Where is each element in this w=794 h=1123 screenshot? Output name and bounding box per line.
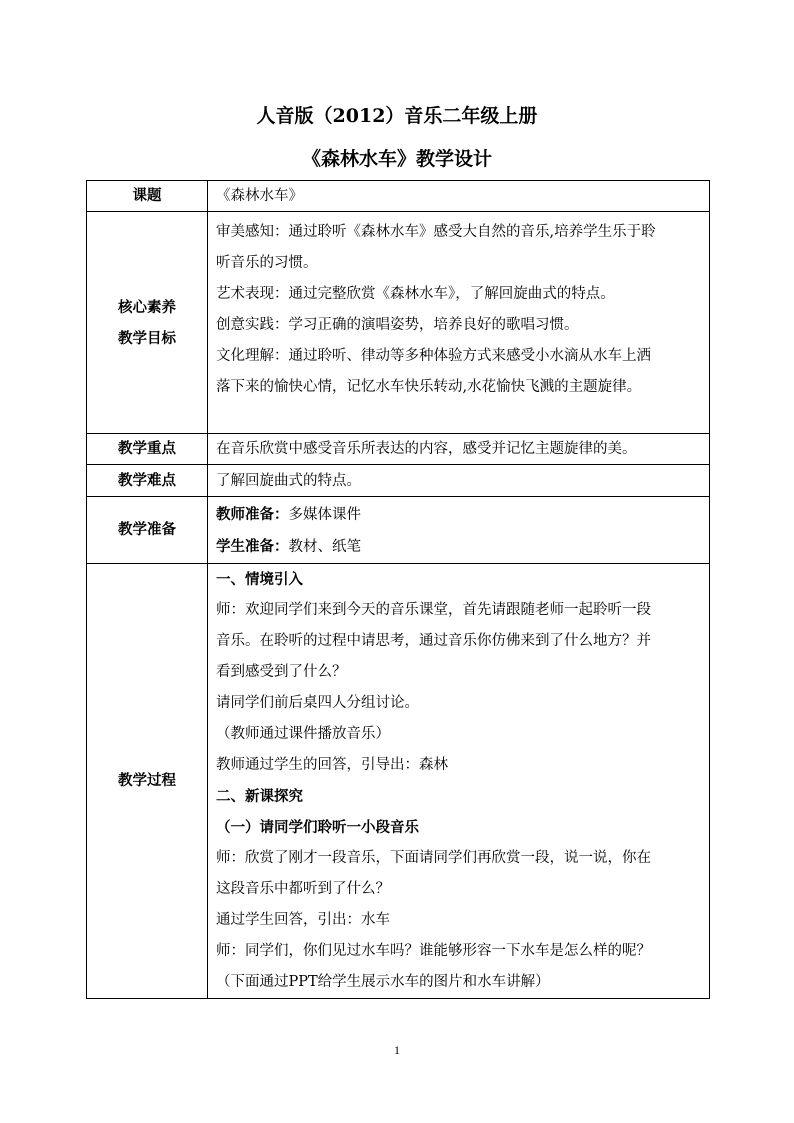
section-heading: 一、情境引入 <box>216 571 303 588</box>
process-line: 师：同学们，你们见过水车吗？谁能够形容一下水车是怎么样的呢？ <box>216 943 651 959</box>
goals-line: 落下来的愉快心情，记忆水车快乐转动,水花愉快飞溅的主题旋律。 <box>216 379 642 395</box>
goals-line: 创意实践：学习正确的演唱姿势，培养良好的歌唱习惯。 <box>216 317 579 333</box>
table-row-difficulty <box>87 465 710 497</box>
process-line: 师：欢迎同学们来到今天的音乐课堂，首先请跟随老师一起聆听一段 <box>216 602 651 618</box>
student-preparation-label: 学生准备： <box>216 538 289 555</box>
topic-label: 课题 <box>87 181 208 212</box>
subsection-heading: （一）请同学们聆听一小段音乐 <box>216 819 419 836</box>
preparation-label: 教学准备 <box>87 497 208 564</box>
process-line: （教师通过课件播放音乐） <box>216 726 390 742</box>
goals-line: 文化理解：通过聆听、律动等多种体验方式来感受小水滴从水车上洒 <box>216 348 651 364</box>
table-row-preparation <box>87 497 710 564</box>
section-heading: 二、新课探究 <box>216 788 303 805</box>
process-content <box>208 564 710 999</box>
process-line: （下面通过PPT给学生展示水车的图片和水车讲解） <box>216 974 550 990</box>
goals-label <box>87 212 208 434</box>
goals-label-line2: 教学目标 <box>118 329 176 347</box>
goals-line: 艺术表现：通过完整欣赏《森林水车》，了解回旋曲式的特点。 <box>216 286 615 302</box>
teacher-preparation-value: 多媒体课件 <box>288 507 361 523</box>
teacher-preparation <box>216 499 703 531</box>
table-row-topic <box>87 181 710 212</box>
goals-content <box>208 212 710 434</box>
process-line: 通过学生回答，引出：水车 <box>216 912 390 928</box>
goals-label-line1: 核心素养 <box>118 298 176 316</box>
table-row-goals <box>87 212 710 434</box>
process-line: 看到感受到了什么？ <box>216 664 347 680</box>
goals-line: 审美感知：通过聆听《森林水车》感受大自然的音乐,培养学生乐于聆 <box>216 224 656 240</box>
process-line: 请同学们前后桌四人分组讨论。 <box>216 695 419 711</box>
table-row-focus <box>87 434 710 465</box>
process-line: 音乐。在聆听的过程中请思考，通过音乐你仿佛来到了什么地方？并 <box>216 633 651 649</box>
table-row-process <box>87 564 710 999</box>
difficulty-label: 教学难点 <box>87 465 208 497</box>
process-line: 师：欣赏了刚才一段音乐，下面请同学们再欣赏一段，说一说，你在 <box>216 850 651 866</box>
lesson-plan-table <box>86 180 710 999</box>
process-line: 教师通过学生的回答，引导出：森林 <box>216 757 448 773</box>
page-number: 1 <box>394 1043 400 1057</box>
focus-value: 在音乐欣赏中感受音乐所表达的内容，感受并记忆主题旋律的美。 <box>208 434 710 465</box>
goals-line: 听音乐的习惯。 <box>216 255 318 271</box>
focus-label: 教学重点 <box>87 434 208 465</box>
document-subtitle: 《森林水车》教学设计 <box>301 148 492 170</box>
process-line: 这段音乐中都听到了什么？ <box>216 881 390 897</box>
difficulty-value: 了解回旋曲式的特点。 <box>208 465 710 497</box>
student-preparation-value: 教材、纸笔 <box>288 539 361 555</box>
process-label: 教学过程 <box>87 564 208 999</box>
teacher-preparation-label: 教师准备： <box>216 506 289 523</box>
document-title: 人音版（2012）音乐二年级上册 <box>256 105 538 127</box>
preparation-content <box>208 497 710 564</box>
topic-value: 《森林水车》 <box>208 181 710 212</box>
student-preparation <box>216 531 703 563</box>
